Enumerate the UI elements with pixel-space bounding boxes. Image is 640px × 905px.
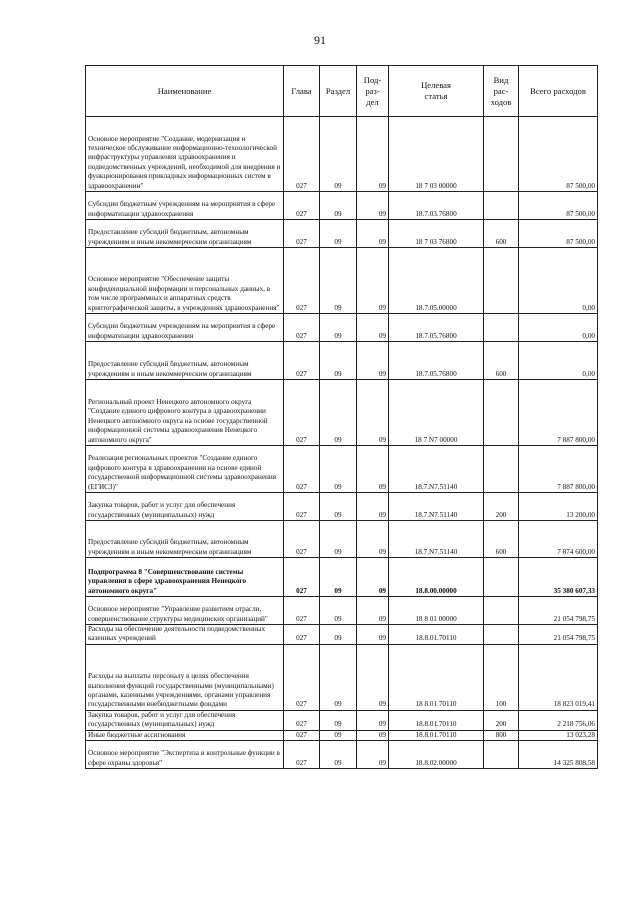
- table-row: [86, 446, 598, 493]
- row-target-article: 18.7.05.76800: [389, 314, 484, 342]
- row-target-article: 18 7 N7 00000: [389, 380, 484, 446]
- row-section: 09: [320, 314, 357, 342]
- row-subsection: 09: [357, 117, 389, 192]
- row-section: 09: [320, 117, 357, 192]
- header-expense-type: Вид рас- ходов: [484, 66, 519, 117]
- row-chapter: 027: [284, 342, 320, 380]
- row-subsection: 09: [357, 597, 389, 625]
- row-name: Расходы на обеспечение деятельности подведомственных казенных учреждений: [86, 625, 284, 645]
- row-subsection: 09: [357, 521, 389, 558]
- row-target-article: 18 8.01 70110: [389, 644, 484, 710]
- row-total: 35 380 607,33: [519, 558, 598, 597]
- table-row: [86, 380, 598, 446]
- row-expense-type: [484, 192, 519, 220]
- row-section: 09: [320, 730, 357, 740]
- row-subsection: 09: [357, 493, 389, 521]
- row-chapter: 027: [284, 220, 320, 248]
- row-expense-type: [484, 380, 519, 446]
- row-name: Закупка товаров, работ и услуг для обеспечения государственных (муниципальных) нужд: [86, 493, 284, 521]
- row-chapter: 027: [284, 248, 320, 314]
- row-total: 0,00: [519, 248, 598, 314]
- budget-table: [85, 65, 598, 769]
- row-target-article: 18.8.01.70110: [389, 730, 484, 740]
- row-expense-type: 600: [484, 342, 519, 380]
- row-section: 09: [320, 342, 357, 380]
- row-expense-type: [484, 446, 519, 493]
- row-expense-type: [484, 597, 519, 625]
- row-total: 87 500,00: [519, 192, 598, 220]
- row-section: 09: [320, 625, 357, 645]
- row-section: 09: [320, 558, 357, 597]
- row-subsection: 09: [357, 625, 389, 645]
- row-expense-type: [484, 314, 519, 342]
- row-subsection: 09: [357, 644, 389, 710]
- row-expense-type: 200: [484, 493, 519, 521]
- header-subsection: Под- раз- дел: [357, 66, 389, 117]
- row-total: 13 200,00: [519, 493, 598, 521]
- table-row: [86, 710, 598, 730]
- row-total: 18 823 019,41: [519, 644, 598, 710]
- row-subsection: 09: [357, 248, 389, 314]
- row-name: Региональный проект Ненецкого автономного округа "Создание единого цифрового контура в здравоохранении Ненецкого автономного округа на основе государственной информационной системы здравоохранения Ненецкого автономного округа": [86, 380, 284, 446]
- row-total: 7 887 800,00: [519, 380, 598, 446]
- row-section: 09: [320, 380, 357, 446]
- row-section: 09: [320, 248, 357, 314]
- row-expense-type: [484, 625, 519, 645]
- row-expense-type: [484, 117, 519, 192]
- row-expense-type: 600: [484, 220, 519, 248]
- row-chapter: 027: [284, 314, 320, 342]
- row-chapter: 027: [284, 625, 320, 645]
- row-chapter: 027: [284, 192, 320, 220]
- row-total: 87 500,00: [519, 117, 598, 192]
- row-name: Основное мероприятие "Обеспечение защиты конфиденциальной информации и персональных данных, в том числе программных и аппаратных средств криптографической защиты, в учреждениях здравоохранения": [86, 248, 284, 314]
- row-section: 09: [320, 192, 357, 220]
- header-chapter: Глава: [284, 66, 320, 117]
- row-target-article: 18 7 03 00000: [389, 117, 484, 192]
- header-name: Наименование: [86, 66, 284, 117]
- row-target-article: 18.8.02.00000: [389, 741, 484, 769]
- table-row: [86, 558, 598, 597]
- table-header-row: [86, 66, 598, 117]
- row-name: Предоставление субсидий бюджетным, автономным учреждениям и иным некоммерческим организациям: [86, 342, 284, 380]
- row-target-article: 18.7.05.76800: [389, 342, 484, 380]
- row-target-article: 18.7.05.00000: [389, 248, 484, 314]
- row-chapter: 027: [284, 710, 320, 730]
- row-name: Предоставление субсидий бюджетным, автономным учреждениям и иным некоммерческим организациям: [86, 220, 284, 248]
- header-target-article: Целевая статья: [389, 66, 484, 117]
- row-chapter: 027: [284, 380, 320, 446]
- row-expense-type: 100: [484, 644, 519, 710]
- table-row: [86, 521, 598, 558]
- row-subsection: 09: [357, 730, 389, 740]
- row-name: Подпрограмма 8 "Совершенствование системы управления в сфере здравоохранения Ненецкого автономного округа": [86, 558, 284, 597]
- table-row: [86, 625, 598, 645]
- row-target-article: 18 8 01 00000: [389, 597, 484, 625]
- row-chapter: 027: [284, 521, 320, 558]
- row-expense-type: 600: [484, 521, 519, 558]
- row-section: 09: [320, 597, 357, 625]
- row-section: 09: [320, 521, 357, 558]
- row-subsection: 09: [357, 446, 389, 493]
- row-section: 09: [320, 220, 357, 248]
- row-chapter: 027: [284, 597, 320, 625]
- row-expense-type: 800: [484, 730, 519, 740]
- table-row: [86, 342, 598, 380]
- table-row: [86, 220, 598, 248]
- row-expense-type: [484, 248, 519, 314]
- row-chapter: 027: [284, 493, 320, 521]
- row-total: 0,00: [519, 342, 598, 380]
- row-name: Расходы на выплаты персоналу в целях обеспечения выполнения функций государственными (муниципальными) органами, казенными учреждениями, органами управления государственными внебюджетными фондами: [86, 644, 284, 710]
- row-target-article: 18.7.N7.51140: [389, 446, 484, 493]
- table-row: [86, 741, 598, 769]
- row-subsection: 09: [357, 314, 389, 342]
- row-subsection: 09: [357, 710, 389, 730]
- row-expense-type: [484, 558, 519, 597]
- header-total-expenses: Всего расходов: [519, 66, 598, 117]
- table-row: [86, 597, 598, 625]
- row-section: 09: [320, 493, 357, 521]
- row-name: Субсидии бюджетным учреждениям на мероприятия в сфере информатизации здравоохранения: [86, 192, 284, 220]
- row-target-article: 18.7.03.76800: [389, 192, 484, 220]
- row-expense-type: 200: [484, 710, 519, 730]
- row-section: 09: [320, 644, 357, 710]
- row-chapter: 027: [284, 730, 320, 740]
- row-target-article: 18.7.N7.51140: [389, 493, 484, 521]
- row-subsection: 09: [357, 192, 389, 220]
- row-chapter: 027: [284, 644, 320, 710]
- row-target-article: 18.8.01.70110: [389, 625, 484, 645]
- row-subsection: 09: [357, 220, 389, 248]
- row-target-article: 18.7.N7.51140: [389, 521, 484, 558]
- row-name: Субсидии бюджетным учреждениям на мероприятия в сфере информатизации здравоохранения: [86, 314, 284, 342]
- row-section: 09: [320, 741, 357, 769]
- row-chapter: 027: [284, 117, 320, 192]
- row-total: 0,00: [519, 314, 598, 342]
- row-total: 7 887 800,00: [519, 446, 598, 493]
- table-row: [86, 493, 598, 521]
- row-name: Закупка товаров, работ и услуг для обеспечения государственных (муниципальных) нужд: [86, 710, 284, 730]
- page-number: 91: [314, 33, 326, 47]
- row-total: 14 325 808,58: [519, 741, 598, 769]
- row-subsection: 09: [357, 558, 389, 597]
- row-subsection: 09: [357, 380, 389, 446]
- table-row: [86, 644, 598, 710]
- row-total: 21 054 798,75: [519, 597, 598, 625]
- row-chapter: 027: [284, 558, 320, 597]
- row-name: Основное мероприятие "Создание, модернизация и техническое обслуживание информационно-технологической инфраструктуры управления здравоохранения и подведомственных учреждений, необходимой для внедрения и функционирования прикладных информационных систем в здравоохранении": [86, 117, 284, 192]
- row-name: Реализация региональных проектов "Создание единого цифрового контура в здравоохранении на основе единой государственной информационной системы здравоохранения (ЕГИСЗ)": [86, 446, 284, 493]
- row-total: 87 500,00: [519, 220, 598, 248]
- row-section: 09: [320, 710, 357, 730]
- row-total: 7 874 600,00: [519, 521, 598, 558]
- row-target-article: 18.8.01.70110: [389, 710, 484, 730]
- row-chapter: 027: [284, 446, 320, 493]
- table-row: [86, 248, 598, 314]
- row-total: 21 054 798,75: [519, 625, 598, 645]
- row-expense-type: [484, 741, 519, 769]
- row-target-article: 18 7 03 76800: [389, 220, 484, 248]
- table-row: [86, 117, 598, 192]
- table-row: [86, 314, 598, 342]
- row-subsection: 09: [357, 342, 389, 380]
- table-row: [86, 730, 598, 740]
- header-section: Раздел: [320, 66, 357, 117]
- row-section: 09: [320, 446, 357, 493]
- row-name: Основное мероприятие "Экспертиза и контрольные функции в сфере охраны здоровья": [86, 741, 284, 769]
- row-total: 2 218 756,06: [519, 710, 598, 730]
- table-body: [86, 117, 598, 769]
- row-chapter: 027: [284, 741, 320, 769]
- row-name: Основное мероприятие "Управление развитием отрасли, совершенствование структуры медицинских организаций": [86, 597, 284, 625]
- table-row: [86, 192, 598, 220]
- row-target-article: 18.8.00.00000: [389, 558, 484, 597]
- row-name: Иные бюджетные ассигнования: [86, 730, 284, 740]
- row-name: Предоставление субсидий бюджетным, автономным учреждениям и иным некоммерческим организациям: [86, 521, 284, 558]
- row-total: 13 023,28: [519, 730, 598, 740]
- row-subsection: 09: [357, 741, 389, 769]
